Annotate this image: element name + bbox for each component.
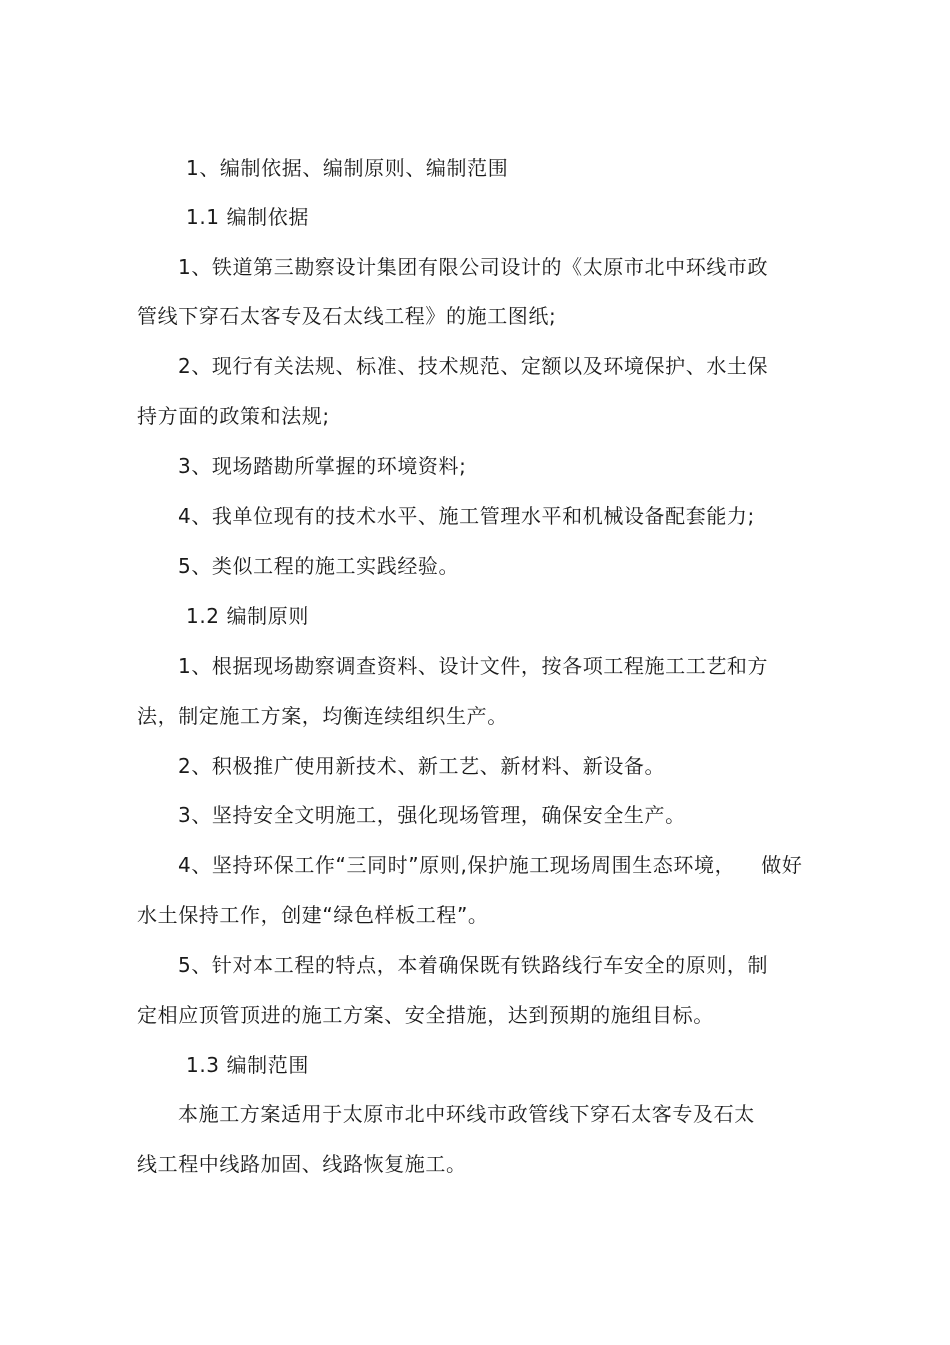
principles-item-4-line-2: 水土保持工作，创建“绿色样板工程”。 bbox=[137, 903, 489, 927]
basis-heading: 1.1 编制依据 bbox=[186, 205, 309, 229]
principles-item-1-line-2: 法，制定施工方案，均衡连续组织生产。 bbox=[137, 704, 508, 728]
basis-item-5: 5、类似工程的施工实践经验。 bbox=[178, 554, 460, 578]
principles-heading: 1.2 编制原则 bbox=[186, 604, 309, 628]
principles-item-4-line-1 bbox=[178, 852, 802, 878]
basis-item-2-line-1: 2、现行有关法规、标准、技术规范、定额以及环境保护、水土保 bbox=[178, 354, 769, 378]
principles-item-4-text: 4、坚持环保工作“三同时”原则,保护施工现场周围生态环境， bbox=[178, 853, 736, 877]
scope-text-line-2: 线工程中线路加固、线路恢复施工。 bbox=[137, 1152, 467, 1176]
principles-item-4-tail: 做好 bbox=[761, 853, 803, 877]
principles-item-1-line-1: 1、根据现场勘察调查资料、设计文件，按各项工程施工工艺和方 bbox=[178, 654, 769, 678]
scope-heading: 1.3 编制范围 bbox=[186, 1053, 309, 1077]
scope-text-line-1: 本施工方案适用于太原市北中环线市政管线下穿石太客专及石太 bbox=[178, 1102, 755, 1126]
principles-item-2: 2、积极推广使用新技术、新工艺、新材料、新设备。 bbox=[178, 754, 666, 778]
section-heading: 1、编制依据、编制原则、编制范围 bbox=[186, 156, 509, 180]
basis-item-1-line-1: 1、铁道第三勘察设计集团有限公司设计的《太原市北中环线市政 bbox=[178, 255, 769, 279]
principles-item-5-line-2: 定相应顶管顶进的施工方案、安全措施，达到预期的施组目标。 bbox=[137, 1003, 714, 1027]
basis-item-3: 3、现场踏勘所掌握的环境资料; bbox=[178, 454, 467, 478]
principles-item-3: 3、坚持安全文明施工，强化现场管理，确保安全生产。 bbox=[178, 803, 686, 827]
basis-item-4: 4、我单位现有的技术水平、施工管理水平和机械设备配套能力; bbox=[178, 504, 755, 528]
basis-item-1-line-2: 管线下穿石太客专及石太线工程》的施工图纸; bbox=[137, 304, 557, 328]
basis-item-2-line-2: 持方面的政策和法规; bbox=[137, 404, 330, 428]
principles-item-5-line-1: 5、针对本工程的特点，本着确保既有铁路线行车安全的原则，制 bbox=[178, 953, 769, 977]
